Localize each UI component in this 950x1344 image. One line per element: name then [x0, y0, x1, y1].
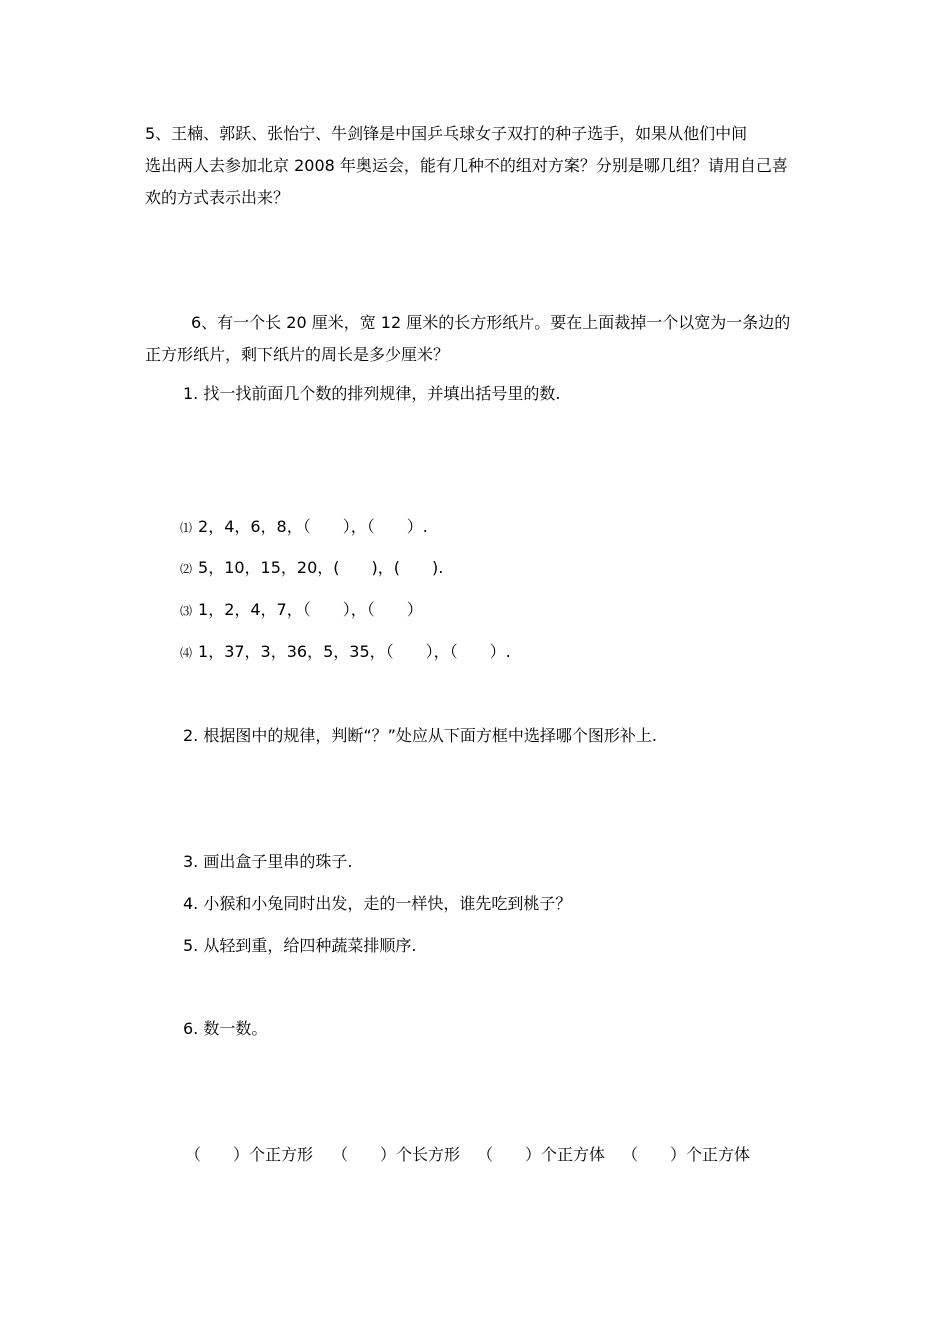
item-6: 6. 数一数。 [183, 1019, 268, 1038]
count-answer: （ ）个正方形 [185, 1145, 314, 1164]
sequence-number: ⑷ [180, 646, 193, 660]
sequence-item [180, 642, 511, 663]
q5-line-2: 选出两人去参加北京 2008 年奥运会，能有几种不的组对方案？分别是哪几组？请用自己喜 [145, 156, 788, 175]
q6-line-2: 正方形纸片，剩下纸片的周长是多少厘米？ [145, 345, 450, 364]
sequence-number: ⑵ [180, 562, 193, 576]
sequence-item [180, 517, 428, 538]
item-3: 3. 画出盒子里串的珠子. [183, 852, 353, 871]
item-2: 2. 根据图中的规律，判断“？”处应从下面方框中选择哪个图形补上. [183, 726, 658, 745]
sequence-number: ⑶ [180, 604, 193, 618]
item-5: 5. 从轻到重，给四种蔬菜排顺序. [183, 936, 417, 955]
sequence-number: ⑴ [180, 521, 193, 535]
sequence-item [180, 558, 443, 579]
sequence-text: 1，2，4，7，（ ），（ ） [198, 600, 423, 619]
sequence-text: 1，37，3，36，5，35，（ ），（ ）. [198, 642, 511, 661]
sequence-text: 5，10，15，20，( )，( ). [198, 558, 444, 577]
count-answer: （ ）个长方形 [332, 1145, 461, 1164]
item-1: 1. 找一找前面几个数的排列规律，并填出括号里的数. [183, 384, 561, 403]
sequence-item [180, 600, 423, 621]
q5-line-3: 欢的方式表示出来？ [145, 188, 290, 207]
q6-line-1: 6、有一个长 20 厘米，宽 12 厘米的长方形纸片。要在上面裁掉一个以宽为一条边的 [191, 313, 791, 332]
count-answer: （ ）个正方体 [477, 1145, 606, 1164]
q5-line-1: 5、王楠、郭跃、张怡宁、牛剑锋是中国乒乓球女子双打的种子选手，如果从他们中间 [145, 124, 748, 143]
sequence-text: 2，4，6，8，（ ），（ ）. [198, 517, 428, 536]
item-4: 4. 小猴和小兔同时出发，走的一样快，谁先吃到桃子？ [183, 894, 572, 913]
count-answer: （ ）个正方体 [622, 1145, 751, 1164]
